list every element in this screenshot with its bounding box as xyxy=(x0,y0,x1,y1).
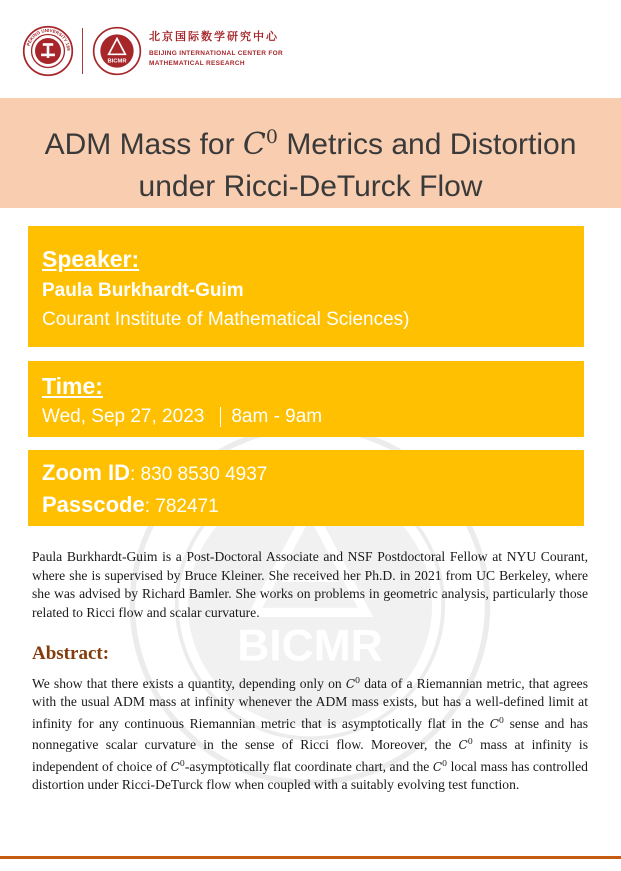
speaker-box xyxy=(28,226,584,347)
abstract-title: Abstract: xyxy=(32,643,110,664)
zoom-id-value: : 830 8530 4937 xyxy=(130,464,268,485)
institute-name-cn: 北京国际数学研究中心 xyxy=(149,31,279,43)
time-separator xyxy=(220,407,221,427)
institute-name-en-1: BEIJING INTERNATIONAL CENTER FOR xyxy=(149,50,283,57)
zoom-passcode-value: : 782471 xyxy=(144,496,219,517)
zoom-id-label: Zoom ID xyxy=(42,460,130,485)
time-date: Wed, Sep 27, 2023 xyxy=(42,406,205,427)
speaker-bio: Paula Burkhardt-Guim is a Post-Doctoral Associate and NSF Postdoctoral Fellow at NYU Courant, where she is supervised by Bruce Kleiner. She received her Ph.D. in 2021 from UC Berkeley, where she was advised by Richard Bamler. She works on problems in geometric analysis, particularly those related to Ricci flow and scalar curvature. xyxy=(32,549,588,620)
pku-logo-text: PEKING UNIVERSITY 189 xyxy=(25,27,72,51)
talk-title xyxy=(0,116,621,208)
time-value xyxy=(42,406,322,428)
footer-line xyxy=(0,856,621,859)
speaker-label: Speaker: xyxy=(42,246,140,272)
title-line2: under Ricci-DeTurck Flow xyxy=(138,170,483,203)
title-math: $C^0$ xyxy=(242,126,278,162)
speaker-affiliation: Courant Institute of Mathematical Sciences) xyxy=(42,309,410,330)
zoom-passcode-label: Passcode xyxy=(42,492,145,517)
title-part1: ADM Mass for xyxy=(44,128,243,161)
institute-name-en-2: MATHEMATICAL RESEARCH xyxy=(149,60,245,67)
bicmr-logo-text: BICMR xyxy=(107,58,127,65)
math-c0: $C^0$ xyxy=(170,758,185,774)
header-divider xyxy=(82,28,83,74)
watermark-text: BICMR xyxy=(237,621,383,671)
pku-logo-icon xyxy=(22,25,74,77)
speaker-name: Paula Burkhardt-Guim xyxy=(42,280,244,301)
time-hours: 8am - 9am xyxy=(231,406,323,427)
time-box xyxy=(28,361,584,437)
time-label: Time: xyxy=(42,373,103,399)
math-c0: $C^0$ xyxy=(489,715,504,731)
bicmr-logo-icon xyxy=(92,26,142,76)
abstract-text: We show that there exists a quantity, depending only on $C^0$ data of a Riemannian metric, that agrees with the usual ADM mass at infinity whenever the ADM mass exists, but has a well-defined limit at infinity for any continuous Riemannian metric that is asymptotically flat in the $C^0$ sense and has nonnegative scalar curvature in the sense of Ricci flow. Moreover, the $C^0$ mass at infinity is independent of choice of $C^0$-asymptotically flat coordinate chart, and the $C^0$ local mass has controlled distortion under Ricci-DeTurck flow when coupled with a suitably evolving test function. xyxy=(32,676,588,793)
zoom-passcode xyxy=(42,492,219,518)
math-c0: $C^0$ xyxy=(345,676,361,691)
zoom-box xyxy=(28,450,584,526)
header xyxy=(0,0,621,98)
title-part2: Metrics and Distortion xyxy=(277,128,577,161)
math-c0: $C^0$ xyxy=(458,737,473,753)
zoom-id xyxy=(42,460,267,486)
institute-name xyxy=(149,28,283,69)
math-c0: $C^0$ xyxy=(432,758,448,774)
